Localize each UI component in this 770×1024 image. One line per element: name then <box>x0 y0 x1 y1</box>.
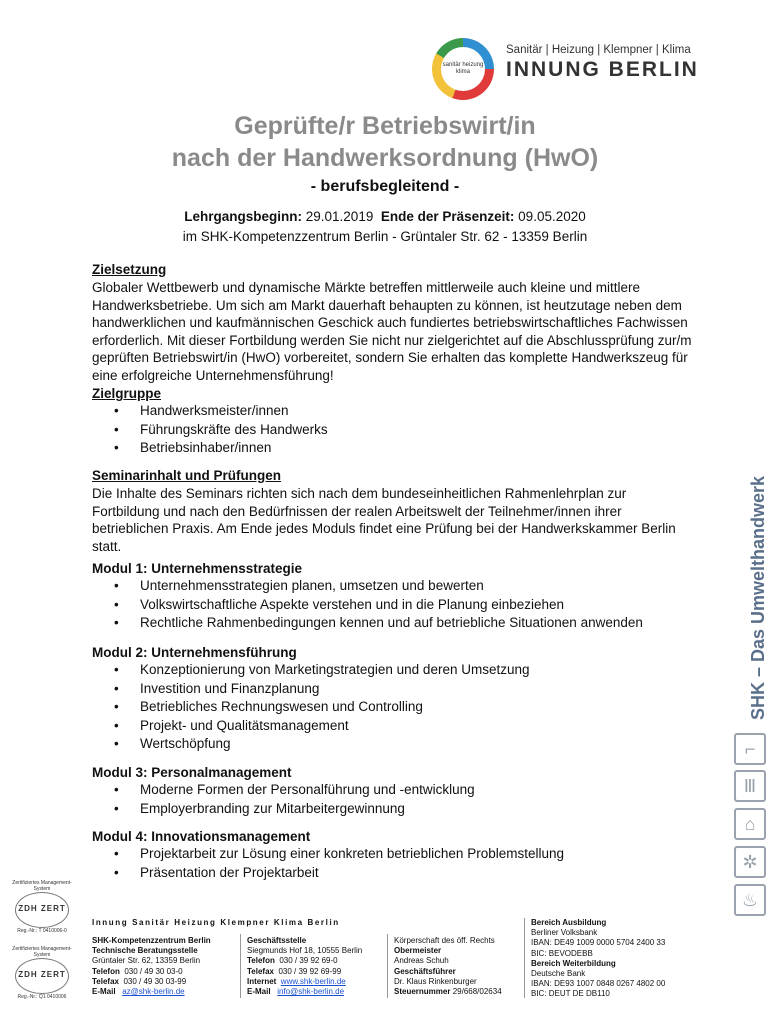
list-item: • Projektarbeit zur Lösung einer konkreten betrieblichen Problemstellung <box>92 845 564 864</box>
logo-name: INNUNG BERLIN <box>506 58 699 81</box>
footer-label: Obermeister <box>394 946 442 956</box>
list-item: • Volkswirtschaftliche Aspekte verstehen und in die Planung einbeziehen <box>92 596 643 615</box>
footer-label: Geschäftsführer <box>394 966 456 976</box>
badge-reg: Reg.-Nr.: Q1 0410006 <box>17 994 67 1000</box>
start-date: 29.01.2019 <box>305 209 374 224</box>
list-item: • Employerbranding zur Mitarbeitergewinnung <box>92 800 475 819</box>
list-item: • Führungskräfte des Handwerks <box>92 421 328 440</box>
footer-text: Siegmunds Hof 18, 10555 Berlin <box>247 946 363 956</box>
list-item: • Rechtliche Rahmenbedingungen kennen und auf betriebliche Situationen anwenden <box>92 614 643 633</box>
footer-text: Körperschaft des öff. Rechts <box>394 936 495 945</box>
logo-tagline: Sanitär | Heizung | Klempner | Klima <box>506 44 691 56</box>
footer-text: Andreas Schuh <box>394 956 449 966</box>
module-3-title: Modul 3: Personalmanagement <box>92 765 292 780</box>
footer-divider <box>387 934 388 998</box>
footer-label: Telefax <box>92 976 119 986</box>
footer-label: Bereich Weiterbildung <box>531 958 616 968</box>
footer-text: 030 / 49 30 03-99 <box>123 976 187 986</box>
list-item: • Betriebsinhaber/innen <box>92 439 328 458</box>
zielsetzung-text: Globaler Wettbewerb und dynamische Märkte betreffen mittlerweile auch kleine und mittlere Handwerksbetriebe. Um sich am Markt dauerhaft behaupten zu können, ist heutzutage neben dem handwerklichen und kaufmännischen Geschick auch fundiertes betriebswirtschaftliches Fachwissen erforderlich. Mit dieser Fortbildung werden Sie nicht nur zielgerichtet auf die Abschlussprüfung zur/m geprüften Betriebswirt/in (HwO) vorbereitet, sondern Sie erhalten das komplette Handwerkszeug für eine erfolgreiche Unternehmensführung! <box>92 280 692 383</box>
footer-text: BIC: BEVODEBB <box>531 948 593 958</box>
module-2-title: Modul 2: Unternehmensführung <box>92 645 297 660</box>
footer-text: Grüntaler Str. 62, 13359 Berlin <box>92 956 201 966</box>
zielgruppe-list <box>92 402 328 458</box>
email-link[interactable]: info@shk-berlin.de <box>277 987 345 997</box>
badge-brand: ZDH ZERT <box>18 904 66 913</box>
module-4-list <box>92 845 564 882</box>
zielsetzung-heading: Zielsetzung <box>92 262 167 277</box>
badge-caption: Zertifiziertes Management-System <box>12 946 72 958</box>
badge-seal <box>15 892 69 928</box>
footer-text: IBAN: DE93 1007 0848 0267 4802 00 <box>531 979 666 989</box>
list-item: • Projekt- und Qualitätsmanagement <box>92 717 530 736</box>
footer-text: Technische Beratungsstelle <box>92 946 198 956</box>
radiator-icon: Ⅲ <box>734 770 766 802</box>
page-subtitle: - berufsbegleitend - <box>310 178 460 195</box>
module-1-title: Modul 1: Unternehmensstrategie <box>92 561 303 576</box>
innung-logo <box>432 36 702 100</box>
footer-col-kompetenzzentrum <box>92 936 211 997</box>
list-item: • Investition und Finanzplanung <box>92 680 530 699</box>
footer-text: SHK-Kompetenzzentrum Berlin <box>92 936 211 945</box>
module-1-list <box>92 577 643 633</box>
end-label: Ende der Präsenzeit: <box>380 209 515 224</box>
end-date: 09.05.2020 <box>518 209 586 224</box>
badge-brand: ZDH ZERT <box>18 970 66 979</box>
footer-col-geschaeftsstelle <box>247 936 362 997</box>
list-item: • Konzeptionierung von Marketingstrategien und deren Umsetzung <box>92 661 530 680</box>
module-4-title: Modul 4: Innovationsmanagement <box>92 829 311 844</box>
flame-icon: ♨ <box>734 884 766 916</box>
footer-text: IBAN: DE49 1009 0000 5704 2400 33 <box>531 938 666 948</box>
logo-emblem-text: sanitär heizung klima <box>441 47 485 91</box>
badge-reg: Reg.-Nr.: T 0410006-0 <box>17 928 67 934</box>
logo-emblem <box>432 38 494 100</box>
list-item: • Wertschöpfung <box>92 735 530 754</box>
module-2-list <box>92 661 530 754</box>
page-title-line1: Geprüfte/r Betriebswirt/in <box>234 112 536 140</box>
footer-label: Telefax <box>247 966 274 976</box>
start-label: Lehrgangsbeginn: <box>184 209 302 224</box>
footer-text: 29/668/02634 <box>452 987 502 997</box>
zielgruppe-heading: Zielgruppe <box>92 386 162 401</box>
list-item: • Handwerksmeister/innen <box>92 402 328 421</box>
seminar-text: Die Inhalte des Seminars richten sich nach dem bundeseinheitlichen Rahmenlehrplan zur Fortbildung und nach den Bedürfnissen der realen Arbeitswelt der Teilnehmer/innen ihrer betrieblichen Praxis. Am Ende jedes Moduls findet eine Prüfung bei der Handwerkskammer Berlin statt. <box>92 486 676 554</box>
footer-text: Deutsche Bank <box>531 969 586 979</box>
dome-icon: ⌂ <box>734 808 766 840</box>
footer-label: E-Mail <box>92 987 116 997</box>
website-link[interactable]: www.shk-berlin.de <box>280 976 346 986</box>
footer-org-name: Innung Sanitär Heizung Klempner Klima Berlin <box>92 918 340 927</box>
course-location: im SHK-Kompetenzzentrum Berlin - Grüntaler Str. 62 - 13359 Berlin <box>182 229 588 244</box>
badge-seal <box>15 958 69 994</box>
fan-icon: ✲ <box>734 846 766 878</box>
footer-label: Bereich Ausbildung <box>531 918 607 927</box>
footer-label: Steuernummer <box>394 987 451 997</box>
footer-text: Dr. Klaus Rinkenburger <box>394 976 477 986</box>
footer-text: BIC: DEUT DE DB110 <box>531 989 610 999</box>
footer-divider <box>524 918 525 998</box>
footer-divider <box>240 934 241 998</box>
footer-col-bank <box>531 918 665 1000</box>
footer-text: 030 / 39 92 69-99 <box>278 966 342 976</box>
badge-caption: Zertifiziertes Management-System <box>12 880 72 892</box>
footer-text: Berliner Volksbank <box>531 928 598 938</box>
list-item: • Betriebliches Rechnungswesen und Controlling <box>92 698 530 717</box>
certification-badge <box>8 880 76 934</box>
list-item: • Moderne Formen der Personalführung und -entwicklung <box>92 781 475 800</box>
footer-label: Telefon <box>92 966 120 976</box>
list-item: • Präsentation der Projektarbeit <box>92 864 564 883</box>
sidebar-slogan: SHK – Das Umwelthandwerk <box>748 475 768 720</box>
page-title-line2: nach der Handwerksordnung (HwO) <box>171 144 599 172</box>
module-3-list <box>92 781 475 818</box>
list-item: • Unternehmensstrategien planen, umsetzen und bewerten <box>92 577 643 596</box>
footer-col-koerperschaft <box>394 936 502 997</box>
email-link[interactable]: az@shk-berlin.de <box>122 987 185 997</box>
footer-text: 030 / 39 92 69-0 <box>279 956 338 966</box>
footer-text: 030 / 49 30 03-0 <box>124 966 183 976</box>
seminar-heading: Seminarinhalt und Prüfungen <box>92 468 282 483</box>
footer-label: E-Mail <box>247 987 271 997</box>
course-dates <box>0 209 770 224</box>
footer-label: Telefon <box>247 956 275 966</box>
flue-icon: ⌐ <box>734 733 766 765</box>
certification-badge <box>8 946 76 1000</box>
footer-label: Internet <box>247 976 277 986</box>
footer-text: Geschäftsstelle <box>247 936 307 945</box>
